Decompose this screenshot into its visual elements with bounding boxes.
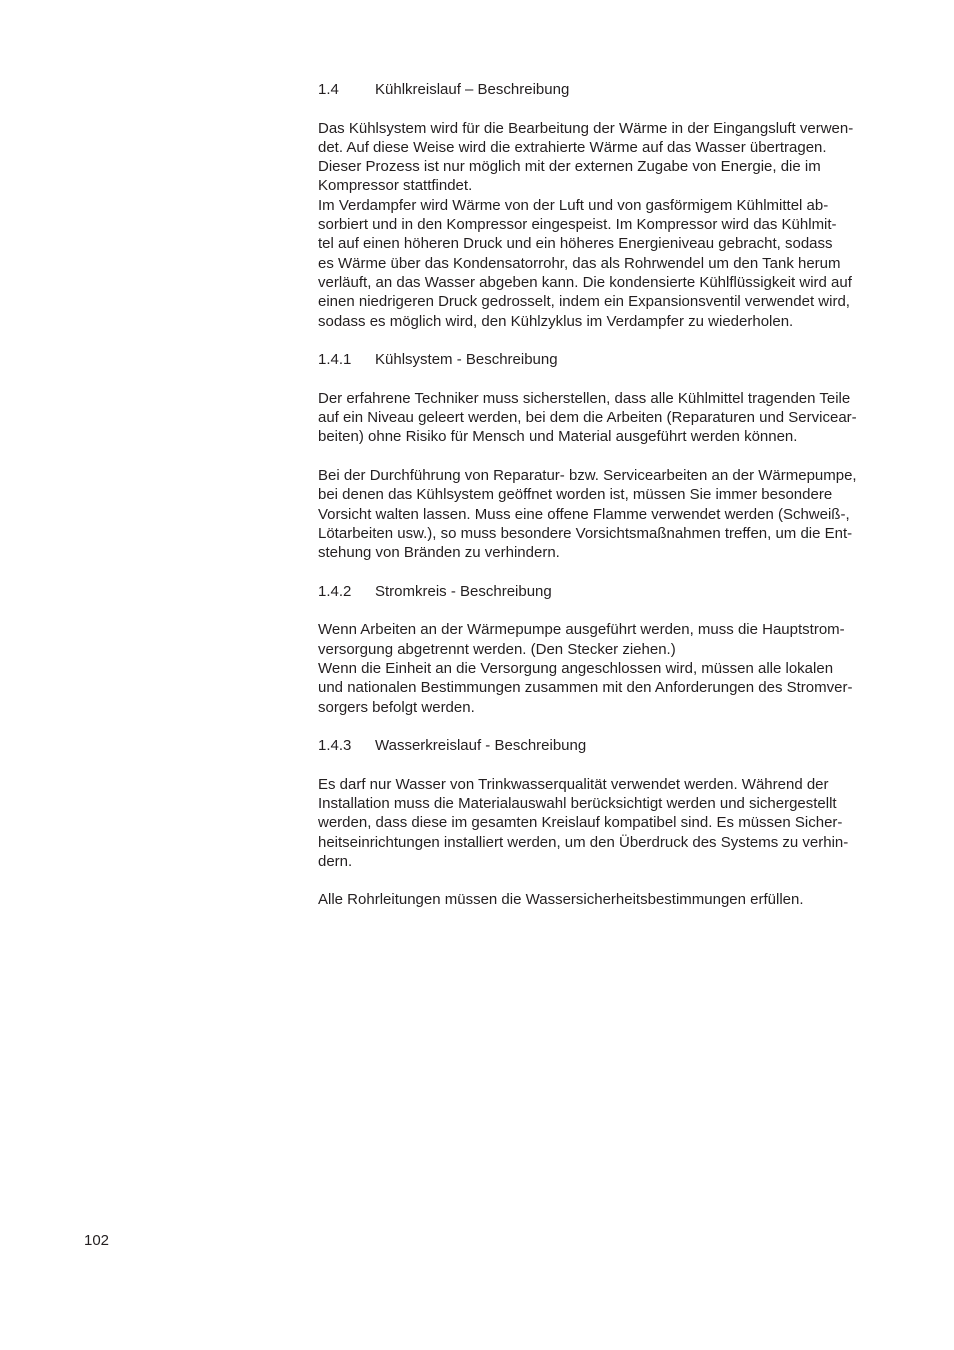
section-title: Kühlsystem - Beschreibung (375, 351, 558, 369)
text-line: versorgung abgetrennt werden. (Den Stecker ziehen.) (318, 640, 676, 658)
text-line: det. Auf diese Weise wird die extrahierte Wärme auf das Wasser übertragen. (318, 138, 827, 156)
document-body (318, 80, 900, 929)
text-line: einen niedrigeren Druck gedrosselt, indem ein Expansionsventil verwendet wird, (318, 293, 850, 311)
text-line: Vorsicht walten lassen. Muss eine offene Flamme verwendet werden (Schweiß-, (318, 505, 850, 523)
section-number: 1.4 (318, 81, 339, 98)
section-heading-1-4 (318, 80, 900, 99)
text-line: beiten) ohne Risiko für Mensch und Material ausgeführt werden können. (318, 428, 798, 446)
text-line: Lötarbeiten usw.), so muss besondere Vorsichtsmaßnahmen treffen, um die Ent- (318, 524, 853, 542)
text-line: Das Kühlsystem wird für die Bearbeitung der Wärme in der Eingangsluft verwen- (318, 119, 854, 137)
paragraph (318, 466, 900, 562)
section-title: Stromkreis - Beschreibung (375, 582, 552, 600)
text-line: werden, dass diese im gesamten Kreislauf kompatibel sind. Es müssen Sicher- (318, 814, 843, 832)
text-line: verläuft, an das Wasser abgeben kann. Die kondensierte Kühlflüssigkeit wird auf (318, 273, 852, 291)
text-line: Der erfahrene Techniker muss sicherstellen, dass alle Kühlmittel tragenden Teile (318, 389, 851, 407)
paragraph (318, 775, 900, 871)
text-line: sorbiert und in den Kompressor eingespeist. Im Kompressor wird das Kühlmit- (318, 216, 837, 234)
section-heading-1-4-1 (318, 350, 900, 369)
text-line: Wenn Arbeiten an der Wärmepumpe ausgeführt werden, muss die Hauptstrom- (318, 621, 845, 639)
page-number: 102 (84, 1232, 110, 1249)
text-line: Im Verdampfer wird Wärme von der Luft und von gasförmigem Kühlmittel ab- (318, 196, 829, 214)
text-line: Dieser Prozess ist nur möglich mit der externen Zugabe von Energie, die im (318, 158, 821, 176)
section-title: Wasserkreislauf - Beschreibung (375, 737, 587, 755)
text-line: Alle Rohrleitungen müssen die Wassersicherheitsbestimmungen erfüllen. (318, 891, 804, 909)
paragraph (318, 119, 900, 331)
text-line: Bei der Durchführung von Reparatur- bzw. Servicearbeiten an der Wärmepumpe, (318, 466, 857, 484)
text-line: sodass es möglich wird, den Kühlzyklus im Verdampfer zu wiederholen. (318, 312, 794, 330)
section-heading-1-4-2 (318, 582, 900, 601)
section-number: 1.4.3 (318, 737, 352, 755)
text-line: und nationalen Bestimmungen zusammen mit den Anforderungen des Stromver- (318, 679, 853, 697)
text-line: sorgers befolgt werden. (318, 698, 475, 716)
section-title: Kühlkreislauf – Beschreibung (375, 81, 570, 98)
text-line: auf ein Niveau geleert werden, bei dem die Arbeiten (Reparaturen und Servicear- (318, 409, 857, 427)
text-line: bei denen das Kühlsystem geöffnet worden ist, müssen Sie immer besondere (318, 486, 833, 504)
text-line: Wenn die Einheit an die Versorgung angeschlossen wird, müssen alle lokalen (318, 659, 834, 677)
text-line: tel auf einen höheren Druck und ein höheres Energieniveau gebracht, sodass (318, 235, 833, 253)
text-line: Installation muss die Materialauswahl berücksichtigt werden und sichergestellt (318, 794, 837, 812)
section-number: 1.4.2 (318, 582, 352, 600)
text-line: heitseinrichtungen installiert werden, um den Überdruck des Systems zu verhin- (318, 833, 849, 851)
section-number: 1.4.1 (318, 351, 352, 369)
paragraph (318, 620, 900, 716)
text-line: stehung von Bränden zu verhindern. (318, 544, 560, 562)
section-heading-1-4-3 (318, 736, 900, 755)
text-line: Kompressor stattfindet. (318, 177, 473, 195)
text-line: Es darf nur Wasser von Trinkwasserqualität verwendet werden. Während der (318, 775, 829, 793)
paragraph (318, 389, 900, 447)
text-line: es Wärme über das Kondensatorrohr, das als Rohrwendel um den Tank herum (318, 254, 841, 272)
paragraph (318, 890, 900, 909)
text-line: dern. (318, 852, 353, 870)
